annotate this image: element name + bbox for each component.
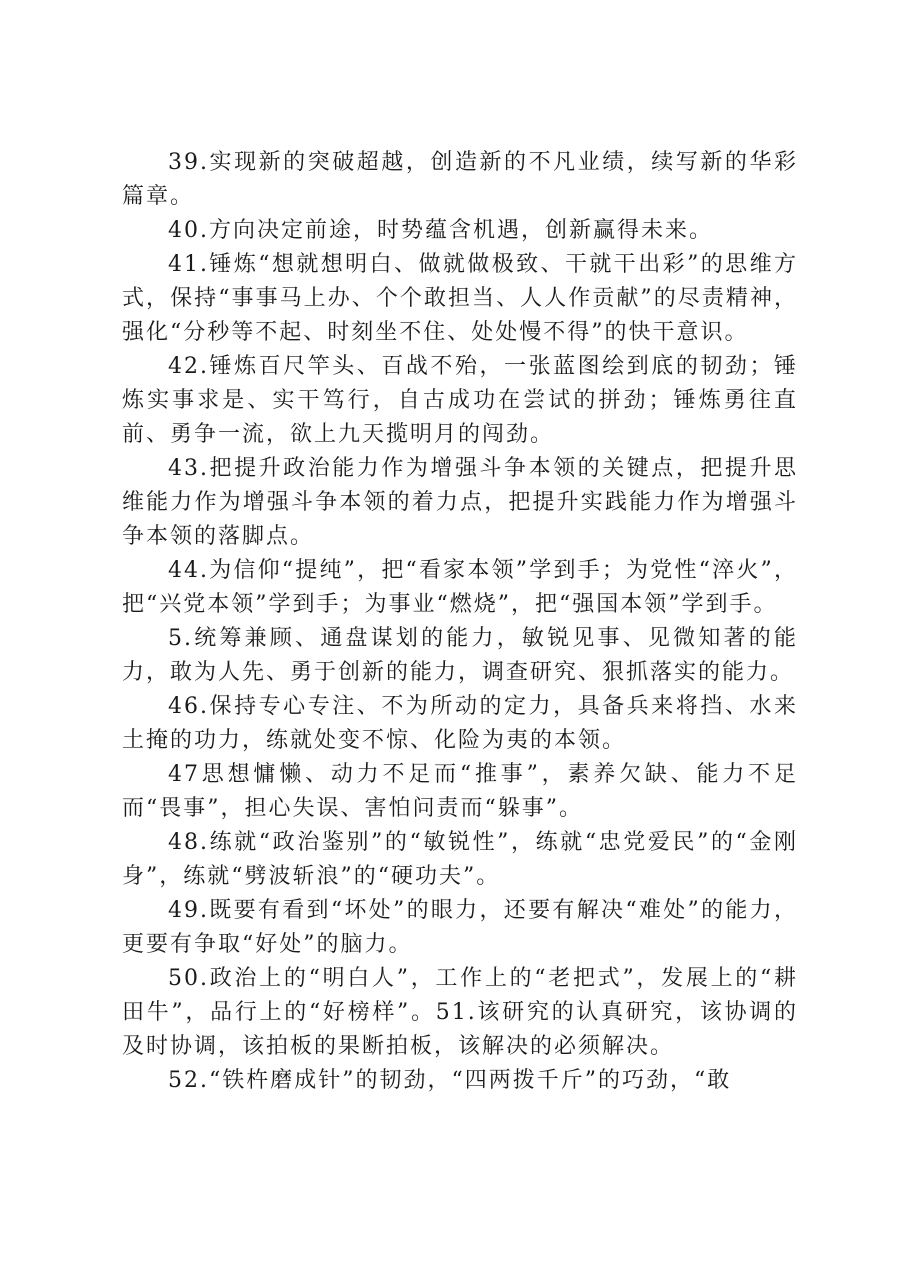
paragraph-52: 52.“铁杵磨成针”的韧劲，“四两拨千斤”的巧劲，“敢 [168,1068,732,1093]
paragraph-44: 44.为信仰“提纯”，把“看家本领”学到手；为党性“淬火”，把“兴党本领”学到手；为事业“燃烧”，把“强国本领”学到手。 [122,558,798,617]
paragraph-40: 40.方向决定前途，时势蕴含机遇，创新赢得未来。 [168,218,713,243]
document-page [122,146,798,1098]
paragraph-46: 46.保持专心专注、不为所动的定力，具备兵来将挡、水来土掩的功力，练就处变不惊、化险为夷的本领。 [122,694,798,753]
paragraph-42: 42.锤炼百尺竿头、百战不殆，一张蓝图绘到底的韧劲；锤炼实事求是、实干笃行，自古成功在尝试的拼劲；锤炼勇往直前、勇争一流，欲上九天揽明月的闯劲。 [122,354,798,447]
paragraph-50-51: 50.政治上的“明白人”，工作上的“老把式”，发展上的“耕田牛”，品行上的“好榜样”。51.该研究的认真研究，该协调的及时协调，该拍板的果断拍板，该解决的必须解决。 [122,966,798,1059]
paragraph-5: 5.统筹兼顾、通盘谋划的能力，敏锐见事、见微知著的能力，敢为人先、勇于创新的能力，调查研究、狠抓落实的能力。 [122,626,798,685]
paragraph-43: 43.把提升政治能力作为增强斗争本领的关键点，把提升思维能力作为增强斗争本领的着力点，把提升实践能力作为增强斗争本领的落脚点。 [122,456,798,549]
paragraph-41: 41.锤炼“想就想明白、做就做极致、干就干出彩”的思维方式，保持“事事马上办、个个敢担当、人人作贡献”的尽责精神，强化“分秒等不起、时刻坐不住、处处慢不得”的快干意识。 [122,252,798,345]
paragraph-39: 39.实现新的突破超越，创造新的不凡业绩，续写新的华彩篇章。 [122,150,798,209]
paragraph-49: 49.既要有看到“坏处”的眼力，还要有解决“难处”的能力，更要有争取“好处”的脑力。 [122,898,798,957]
paragraph-47: 47思想慵懒、动力不足而“推事”，素养欠缺、能力不足而“畏事”，担心失误、害怕问责而“躲事”。 [122,762,798,821]
paragraph-48: 48.练就“政治鉴别”的“敏锐性”，练就“忠党爱民”的“金刚身”，练就“劈波斩浪”的“硬功夫”。 [122,830,798,889]
